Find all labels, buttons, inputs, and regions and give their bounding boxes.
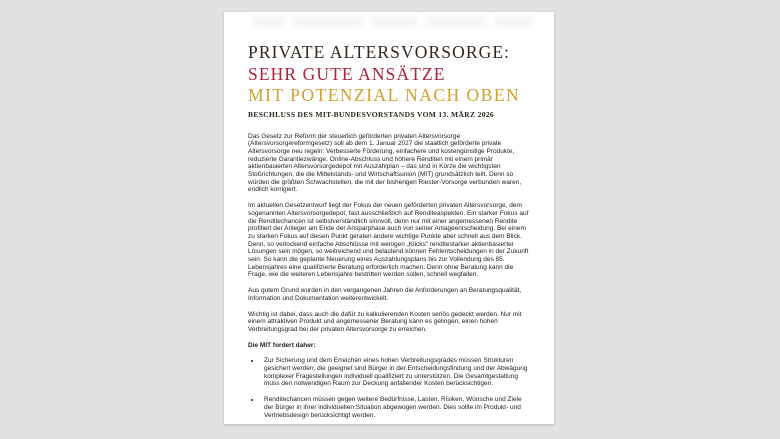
letterhead-smudge <box>370 16 418 27</box>
paragraph-draft-focus: Im aktuellen Gesetzentwurf liegt der Fokus der neuen geförderten privaten Altersvorsorge, dem sogenannten Altersvorsorgedepot, fast ausschließlich auf Renditeaspekten. Ein starker Fokus auf die Renditechancen ist selbstverständlich sinnvoll, denn nur mit einer angemessenen Rendite profitiert der Anleger am Ende der Ansparphase auch von seiner Anlageentscheidung. Bei einem zu starken Fokus auf diesen Punkt geraten andere wichtige Punkte aber schnell aus dem Blick. Denn, so verlockend einfache Abschlüsse mit wenigen „Klicks“ renditestarker aktienbasierter Lösungen sein mögen, so weitreichend und belastend können Fehlentscheidungen in der Zukunft sein. So kann die geplante Neuerung eines Auszahlungsplans bis zur Vollendung des 85. Lebensjahres eine qualifizierte Beratung erforderlich machen. Denn ohne Beratung kann die Frage, wie die weiteren Lebensjahre bestritten werden sollen, schnell wegfallen. <box>248 202 529 279</box>
paragraph-advice-standards: Aus gutem Grund wurden in den vergangenen Jahren die Anforderungen an Beratungsqualität, Information und Dokumentation weiterentwickelt. <box>248 287 522 302</box>
demands-list-item-return-chances: • Renditechancen müssen gegen weitere Bedürfnisse, Lasten, Risiken, Wünsche und Ziele der Bürger in ihrer individuellen Situation abgewogen werden. Dies sollte im Produkt- und Vertriebsdesign berücksichtigt werden. <box>261 396 532 419</box>
document-title-line2: SEHR GUTE ANSÄTZE <box>248 63 446 84</box>
document-content <box>248 42 532 427</box>
letterhead-smudge <box>494 16 534 27</box>
document-body <box>248 133 532 420</box>
letterhead-smudge <box>293 16 363 27</box>
letterhead-smudge <box>425 16 487 27</box>
document-title-line1: PRIVATE ALTERSVORSORGE: <box>248 42 511 62</box>
document-page <box>224 12 554 424</box>
paragraph-costs: Wichtig ist dabei, dass auch die dafür zu kalkulierenden Kosten seriös gedeckt werden. Nur mit einem attraktiven Produkt und angemessener Beratung kann es gelingen, einen hohen Verbreitungsgrad bei der privaten Altersvorsorge zu erreichen. <box>248 310 522 333</box>
demands-heading: Die MIT fordert daher: <box>248 341 316 349</box>
demands-list-item-structures: • Zur Sicherung und dem Erreichen eines hohen Verbreitungsgrades müssen Strukturen gesichert werden, die geeignet sind Bürger in der Entscheidungsfindung und der Abwägung komplexer Fragestellungen individuell qualifiziert zu unterstützen. Die Gesamtgestaltung muss den notwendigen Raum zur Deckung anfallender Kosten berücksichtigen. <box>261 357 532 388</box>
document-subtitle: BESCHLUSS DES MIT-BUNDESVORSTANDS VOM 13. MÄRZ 2026 <box>248 109 494 119</box>
letterhead-smudge <box>252 16 286 27</box>
faded-letterhead <box>252 16 546 27</box>
document-title-line3: MIT POTENZIAL NACH OBEN <box>248 85 521 105</box>
paragraph-reform-law: Das Gesetz zur Reform der steuerlich geförderten privaten Altersvorsorge (Altersvorsorgereformgesetz) soll ab dem 1. Januar 2027 die staatlich geförderte private Altersvorsorge neu regeln: Verbesserte Förderung, einfachere und kostengünstige Produkte, reduzierte Garantiezwänge, Online-Abschluss und höhere Renditen mit einem primär aktienbasierten Altersvorsorgedepot mit Auszahlplan – das sind in Kürze die wichtigsten Stoßrichtungen, die die Mittelstands- und Wirtschaftsunion (MIT) grundsätzlich teilt. Denn so würden die größten Schwachstellen, die mit der bisherigen Riester-Vorsorge verbunden waren, endlich korrigiert. <box>248 132 522 194</box>
demands-list <box>248 357 532 419</box>
